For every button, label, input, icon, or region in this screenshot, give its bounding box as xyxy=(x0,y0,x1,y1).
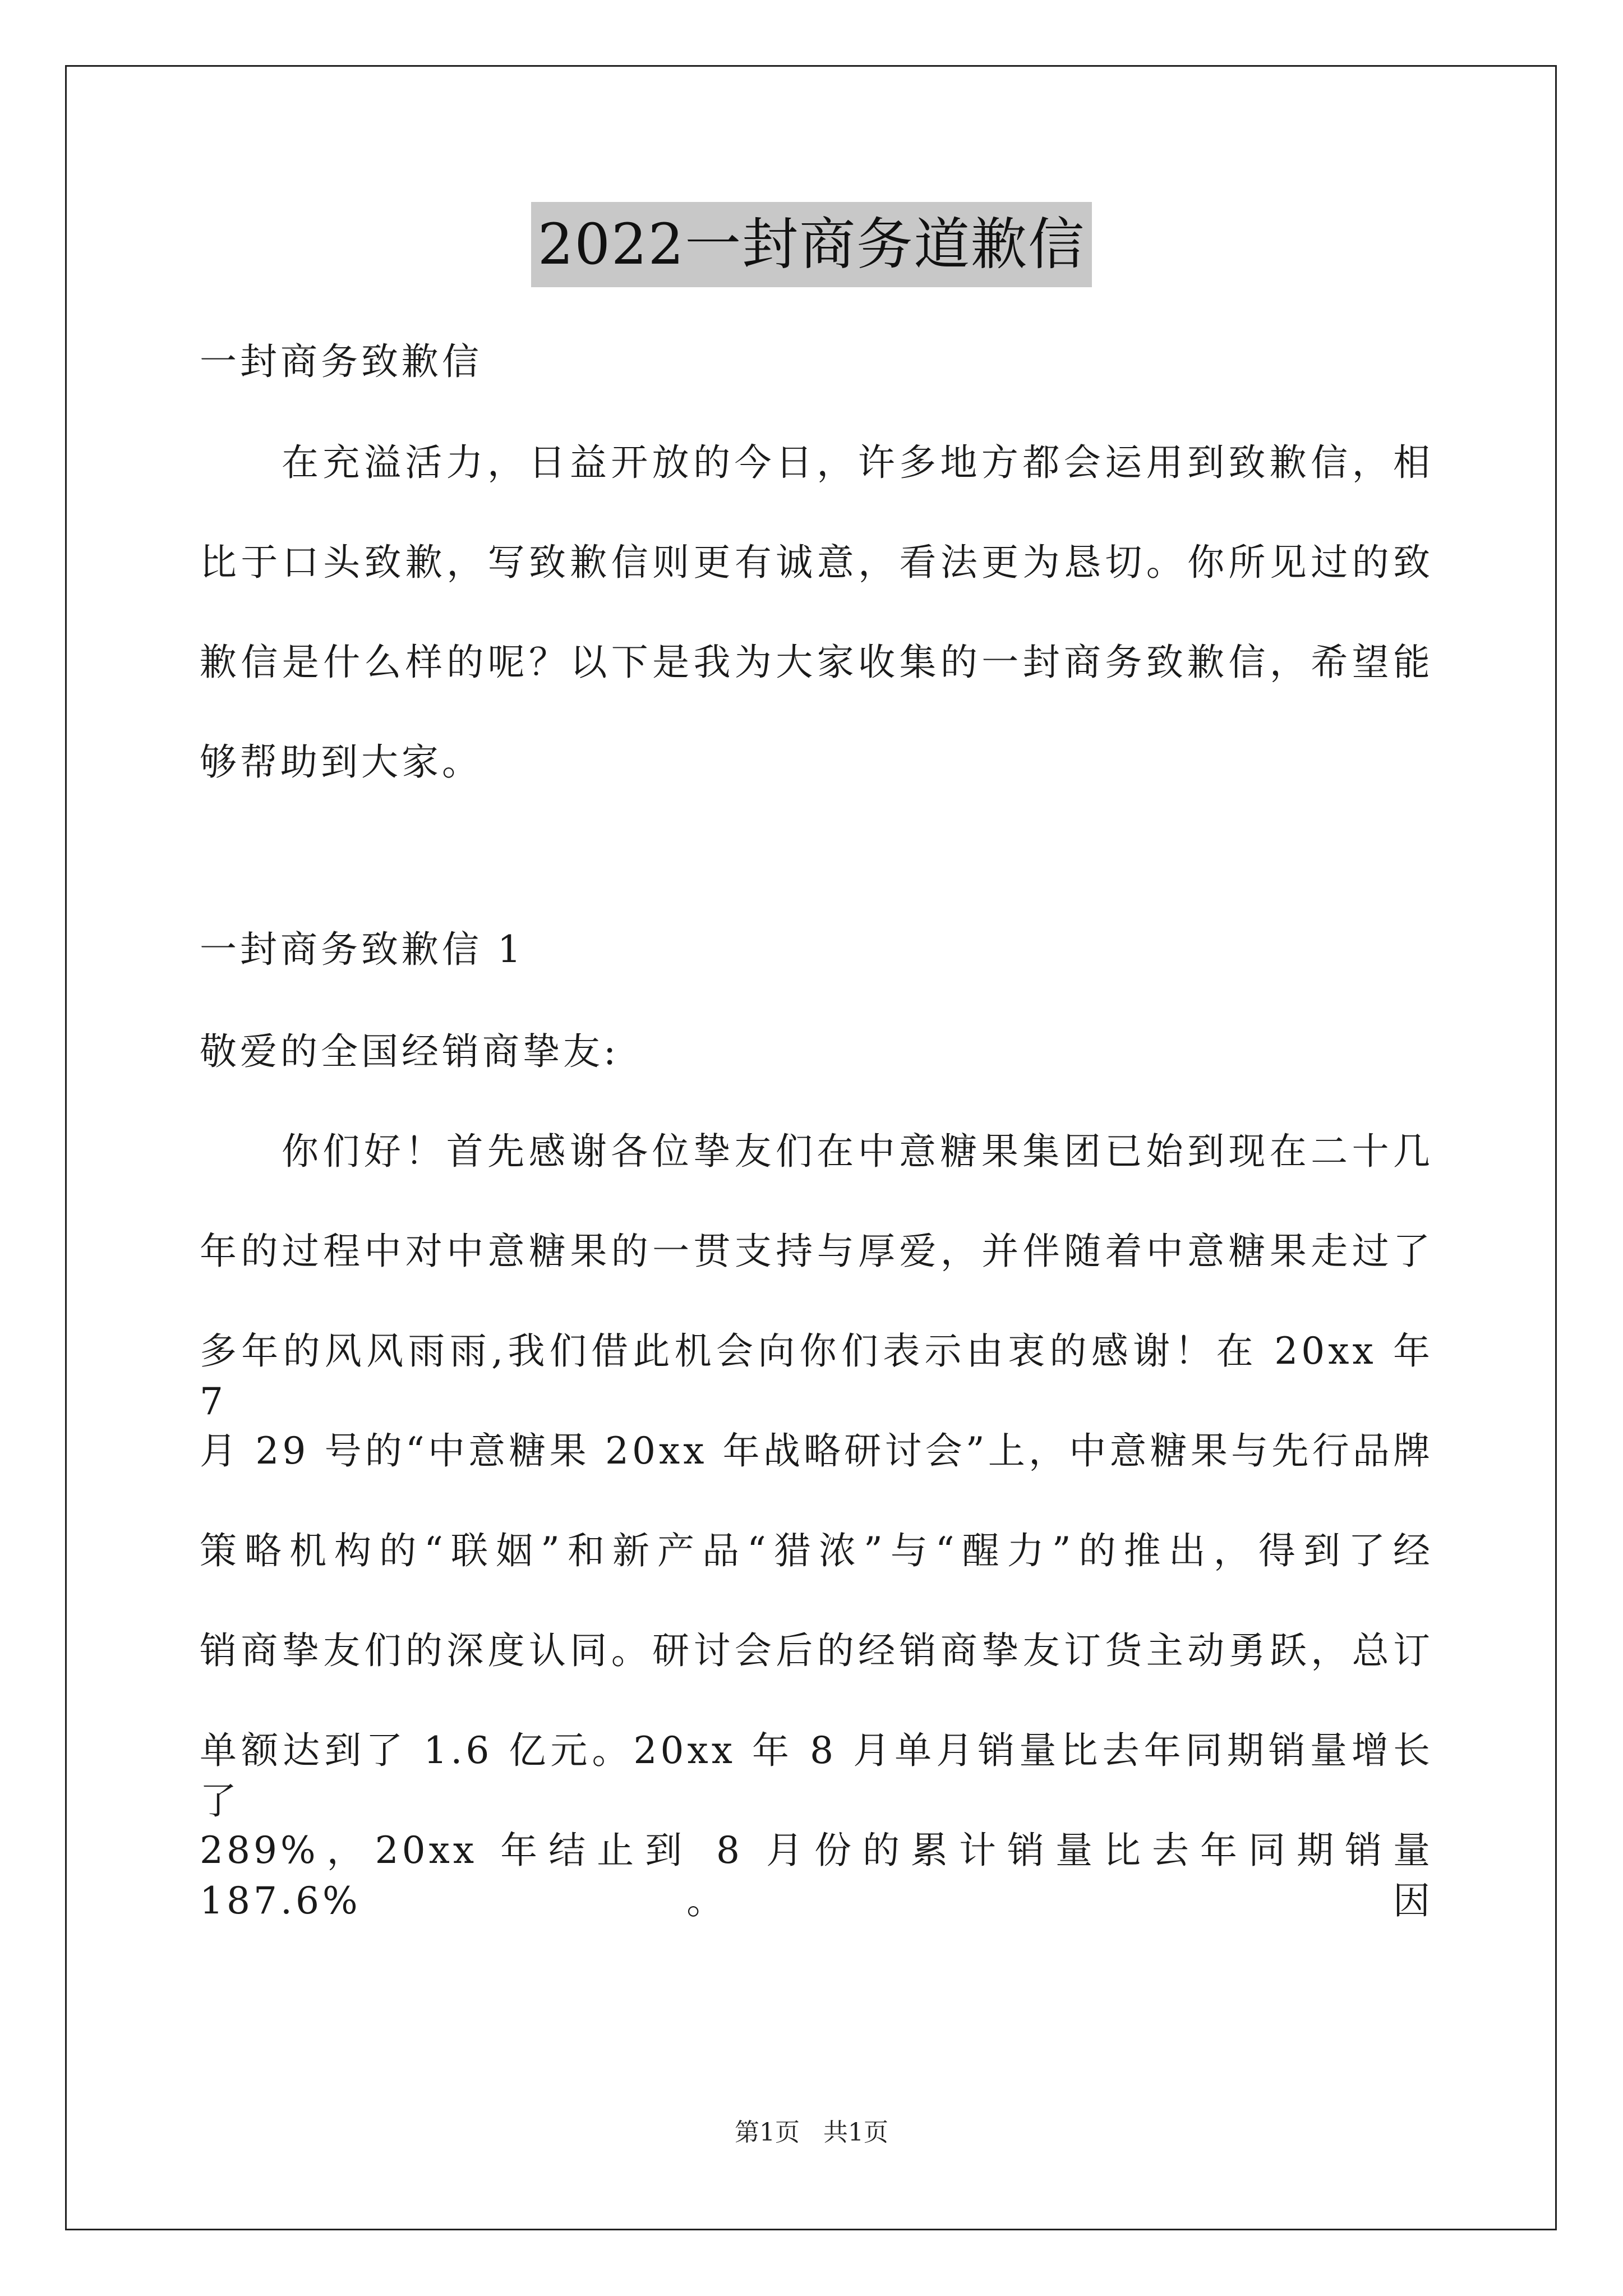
body-line-7: 单额达到了 1.6 亿元。20xx 年 8 月单月销量比去年同期销量增长了 xyxy=(200,1729,1433,1823)
body-line-2: 年的过程中对中意糖果的一贯支持与厚爱，并伴随着中意糖果走过了 xyxy=(200,1230,1433,1273)
intro-line-4: 够帮助到大家。 xyxy=(200,740,482,784)
body-line-4: 月 29 号的“中意糖果 20xx 年战略研讨会”上，中意糖果与先行品牌 xyxy=(200,1429,1433,1473)
body-line-5: 策略机构的“联姻”和新产品“猎浓”与“醒力”的推出，得到了经 xyxy=(200,1529,1433,1572)
body-line-1: 你们好！首先感谢各位挚友们在中意糖果集团已始到现在二十几 xyxy=(282,1130,1433,1173)
document-title: 2022一封商务道歉信 xyxy=(531,202,1092,287)
page-total: 共1页 xyxy=(823,2118,888,2147)
subtitle: 一封商务致歉信 xyxy=(200,340,482,383)
title-block xyxy=(0,202,1623,287)
salutation: 敬爱的全国经销商挚友: xyxy=(200,1030,620,1073)
intro-line-1: 在充溢活力，日益开放的今日，许多地方都会运用到致歉信，相 xyxy=(282,441,1433,484)
section-heading: 一封商务致歉信 1 xyxy=(200,928,524,971)
body-line-6: 销商挚友们的深度认同。研讨会后的经销商挚友订货主动勇跃，总订 xyxy=(200,1629,1433,1672)
body-line-8: 289%，20xx 年结止到 8 月份的累计销量比去年同期销量 187.6%。 因 xyxy=(200,1829,1433,1922)
intro-line-2: 比于口头致歉，写致歉信则更有诚意，看法更为恳切。你所见过的致 xyxy=(200,541,1433,584)
intro-line-3: 歉信是什么样的呢？以下是我为大家收集的一封商务致歉信，希望能 xyxy=(200,641,1433,684)
page-footer xyxy=(0,2116,1623,2150)
page-number: 第1页 xyxy=(735,2118,800,2147)
body-line-3: 多年的风风雨雨,我们借此机会向你们表示由衷的感谢！在 20xx 年 7 xyxy=(200,1329,1433,1423)
